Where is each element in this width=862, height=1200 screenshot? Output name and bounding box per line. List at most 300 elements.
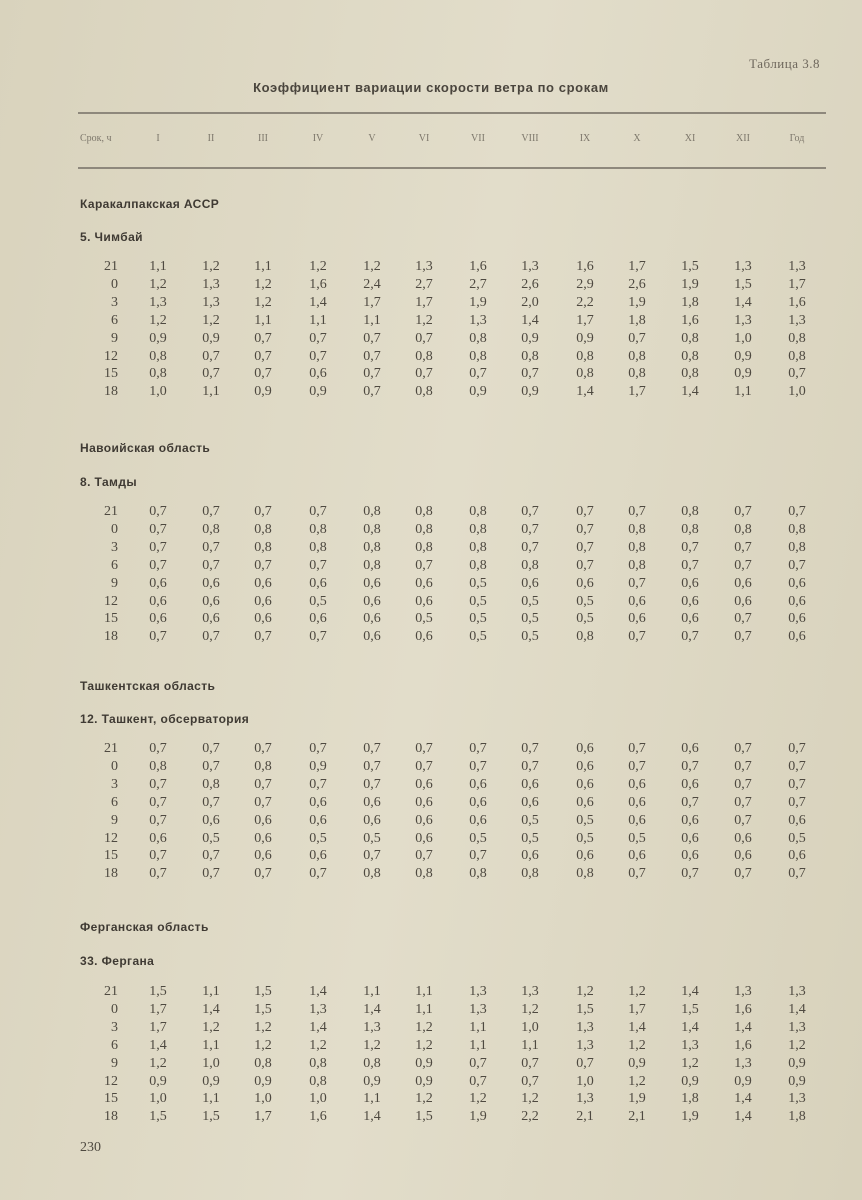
table-cell: 0,6 (254, 575, 272, 591)
table-cell: 0,6 (788, 593, 806, 609)
hour-label: 9 (111, 812, 118, 828)
table-row (0, 558, 862, 576)
table-cell: 1,3 (788, 984, 806, 999)
table-cell: 0,7 (734, 741, 752, 756)
table-cell: 0,8 (202, 521, 220, 537)
table-cell: 0,9 (734, 348, 752, 364)
table-cell: 0,7 (149, 741, 167, 756)
table-cell: 0,7 (521, 1073, 539, 1089)
table-cell: 0,5 (521, 830, 539, 846)
table-cell: 1,1 (415, 984, 433, 999)
table-cell: 1,3 (734, 259, 752, 274)
table-cell: 0,7 (788, 366, 806, 382)
table-cell: 0,6 (576, 794, 594, 810)
region-heading: Ташкентская область (80, 679, 216, 693)
table-cell: 0,6 (415, 812, 433, 828)
hour-label: 3 (111, 294, 118, 310)
hour-label: 12 (104, 593, 118, 609)
column-header: IX (579, 133, 591, 144)
column-header: XII (736, 133, 750, 144)
hour-label: 9 (111, 330, 118, 346)
table-cell: 0,8 (309, 1055, 327, 1071)
table-cell: 0,7 (363, 384, 381, 400)
table-cell: 2,2 (521, 1109, 539, 1125)
table-cell: 1,2 (469, 1091, 487, 1107)
column-header: Срок, ч (80, 133, 112, 144)
table-cell: 0,7 (202, 741, 220, 756)
table-cell: 0,8 (469, 866, 487, 882)
table-cell: 0,9 (576, 330, 594, 346)
table-cell: 1,0 (309, 1091, 327, 1107)
table-cell: 0,7 (734, 866, 752, 882)
table-cell: 0,9 (521, 384, 539, 400)
table-cell: 1,4 (681, 384, 699, 400)
table-cell: 1,3 (309, 1001, 327, 1017)
table-cell: 0,7 (254, 741, 272, 756)
table-cell: 0,8 (469, 539, 487, 555)
table-cell: 1,8 (628, 312, 646, 328)
table-cell: 0,8 (576, 866, 594, 882)
table-cell: 0,7 (254, 776, 272, 792)
table-cell: 0,7 (254, 348, 272, 364)
table-cell: 0,6 (363, 593, 381, 609)
header-top-rule (78, 112, 826, 114)
table-row (0, 831, 862, 849)
table-cell: 0,8 (628, 348, 646, 364)
table-cell: 0,9 (309, 384, 327, 400)
table-cell: 1,7 (628, 1001, 646, 1017)
table-cell: 0,8 (734, 521, 752, 537)
hour-label: 0 (111, 1001, 118, 1017)
table-cell: 0,7 (202, 866, 220, 882)
table-cell: 0,7 (415, 557, 433, 573)
table-cell: 0,8 (363, 557, 381, 573)
table-cell: 0,6 (628, 848, 646, 864)
column-header: VIII (521, 133, 539, 144)
table-cell: 0,7 (734, 776, 752, 792)
table-row (0, 741, 862, 759)
table-cell: 0,7 (363, 741, 381, 756)
table-cell: 0,6 (254, 611, 272, 627)
table-row (0, 866, 862, 884)
table-cell: 0,5 (309, 593, 327, 609)
table-cell: 0,6 (415, 593, 433, 609)
table-cell: 0,7 (628, 504, 646, 519)
table-row (0, 313, 862, 331)
table-cell: 0,7 (576, 1055, 594, 1071)
table-cell: 1,7 (415, 294, 433, 310)
table-cell: 0,7 (363, 366, 381, 382)
table-cell: 1,4 (628, 1019, 646, 1035)
table-cell: 2,2 (576, 294, 594, 310)
table-cell: 0,8 (363, 504, 381, 519)
hour-label: 6 (111, 557, 118, 573)
table-cell: 0,8 (681, 521, 699, 537)
table-cell: 2,9 (576, 276, 594, 292)
table-cell: 0,8 (788, 330, 806, 346)
table-cell: 0,9 (681, 1073, 699, 1089)
table-cell: 0,7 (628, 330, 646, 346)
table-cell: 1,2 (254, 294, 272, 310)
table-cell: 1,4 (681, 984, 699, 999)
table-cell: 0,6 (681, 575, 699, 591)
table-cell: 0,5 (576, 611, 594, 627)
table-cell: 0,8 (202, 776, 220, 792)
table-cell: 0,7 (521, 539, 539, 555)
table-cell: 1,1 (202, 984, 220, 999)
table-cell: 0,6 (415, 794, 433, 810)
table-cell: 1,1 (202, 384, 220, 400)
table-cell: 0,6 (628, 794, 646, 810)
table-cell: 0,7 (628, 629, 646, 645)
table-cell: 0,5 (309, 830, 327, 846)
table-cell: 0,6 (576, 741, 594, 756)
table-cell: 0,6 (254, 812, 272, 828)
table-cell: 0,5 (521, 629, 539, 645)
table-cell: 1,3 (788, 1019, 806, 1035)
station-heading: 12. Ташкент, обсерватория (80, 712, 250, 726)
table-cell: 1,1 (363, 984, 381, 999)
table-cell: 1,2 (309, 1037, 327, 1053)
table-cell: 2,1 (576, 1109, 594, 1125)
table-row (0, 1038, 862, 1056)
table-cell: 0,7 (202, 557, 220, 573)
table-cell: 0,7 (681, 794, 699, 810)
table-cell: 1,9 (628, 294, 646, 310)
table-cell: 0,6 (734, 593, 752, 609)
table-cell: 1,7 (363, 294, 381, 310)
table-cell: 0,6 (202, 593, 220, 609)
table-cell: 1,1 (363, 1091, 381, 1107)
table-cell: 0,7 (363, 330, 381, 346)
table-cell: 1,4 (734, 1019, 752, 1035)
table-cell: 0,8 (521, 866, 539, 882)
table-row (0, 984, 862, 1002)
table-cell: 0,7 (576, 539, 594, 555)
table-cell: 0,8 (415, 521, 433, 537)
table-cell: 1,2 (254, 1037, 272, 1053)
table-cell: 0,8 (681, 330, 699, 346)
table-cell: 0,6 (734, 848, 752, 864)
table-cell: 0,7 (628, 758, 646, 774)
table-cell: 0,7 (149, 629, 167, 645)
table-cell: 1,9 (681, 276, 699, 292)
table-cell: 1,5 (415, 1109, 433, 1125)
table-cell: 0,6 (309, 794, 327, 810)
table-row (0, 1109, 862, 1127)
table-cell: 0,7 (254, 504, 272, 519)
table-cell: 0,9 (415, 1073, 433, 1089)
table-cell: 0,6 (469, 812, 487, 828)
table-cell: 1,3 (469, 1001, 487, 1017)
table-cell: 1,3 (734, 1055, 752, 1071)
table-cell: 0,5 (469, 593, 487, 609)
table-cell: 0,6 (202, 575, 220, 591)
table-cell: 0,7 (681, 629, 699, 645)
table-cell: 1,1 (469, 1019, 487, 1035)
table-cell: 0,7 (363, 348, 381, 364)
table-cell: 0,8 (415, 384, 433, 400)
table-cell: 1,3 (149, 294, 167, 310)
table-cell: 0,6 (788, 611, 806, 627)
table-cell: 0,7 (628, 741, 646, 756)
table-row (0, 295, 862, 313)
hour-label: 6 (111, 1037, 118, 1053)
table-cell: 0,7 (202, 794, 220, 810)
table-cell: 0,5 (363, 830, 381, 846)
table-cell: 1,2 (521, 1091, 539, 1107)
hour-label: 18 (104, 1109, 118, 1125)
table-row (0, 366, 862, 384)
table-cell: 1,5 (202, 1109, 220, 1125)
table-cell: 0,5 (469, 629, 487, 645)
table-cell: 1,2 (681, 1055, 699, 1071)
table-cell: 1,4 (734, 1091, 752, 1107)
table-cell: 0,7 (521, 521, 539, 537)
table-cell: 0,7 (681, 758, 699, 774)
table-cell: 1,5 (681, 1001, 699, 1017)
table-cell: 0,8 (149, 366, 167, 382)
table-cell: 1,3 (576, 1091, 594, 1107)
column-header: IV (312, 133, 324, 144)
table-cell: 0,8 (681, 504, 699, 519)
table-cell: 0,7 (681, 866, 699, 882)
table-cell: 1,6 (309, 1109, 327, 1125)
table-cell: 1,0 (202, 1055, 220, 1071)
table-cell: 1,3 (202, 294, 220, 310)
table-cell: 0,8 (149, 348, 167, 364)
station-heading: 8. Тамды (80, 475, 137, 489)
table-row (0, 795, 862, 813)
table-cell: 0,7 (254, 330, 272, 346)
hour-label: 18 (104, 866, 118, 882)
column-header: III (258, 133, 268, 144)
table-cell: 0,7 (254, 629, 272, 645)
table-cell: 1,2 (309, 259, 327, 274)
table-cell: 0,7 (149, 521, 167, 537)
table-cell: 1,7 (149, 1019, 167, 1035)
table-cell: 0,7 (469, 741, 487, 756)
table-cell: 0,5 (628, 830, 646, 846)
table-cell: 0,6 (788, 812, 806, 828)
table-cell: 1,4 (681, 1019, 699, 1035)
column-header: X (633, 133, 641, 144)
table-cell: 1,0 (788, 384, 806, 400)
table-cell: 0,7 (254, 866, 272, 882)
table-cell: 0,6 (521, 575, 539, 591)
column-header: V (368, 133, 376, 144)
table-row (0, 522, 862, 540)
table-cell: 1,6 (734, 1001, 752, 1017)
hour-label: 18 (104, 384, 118, 400)
table-cell: 0,6 (734, 575, 752, 591)
table-cell: 0,9 (734, 366, 752, 382)
table-cell: 0,8 (254, 521, 272, 537)
hour-label: 21 (104, 741, 118, 756)
table-cell: 1,8 (681, 294, 699, 310)
table-cell: 1,5 (254, 1001, 272, 1017)
table-cell: 1,0 (734, 330, 752, 346)
table-row (0, 331, 862, 349)
station-heading: 5. Чимбай (80, 230, 143, 244)
hour-label: 6 (111, 794, 118, 810)
table-cell: 0,8 (628, 366, 646, 382)
table-cell: 0,5 (576, 830, 594, 846)
table-cell: 0,6 (681, 812, 699, 828)
table-cell: 1,2 (149, 312, 167, 328)
table-cell: 0,7 (734, 758, 752, 774)
table-cell: 0,7 (681, 557, 699, 573)
table-cell: 1,0 (521, 1019, 539, 1035)
table-cell: 0,8 (363, 1055, 381, 1071)
table-cell: 0,6 (309, 812, 327, 828)
table-cell: 1,1 (254, 312, 272, 328)
table-cell: 0,7 (469, 366, 487, 382)
table-cell: 0,7 (309, 330, 327, 346)
table-cell: 1,4 (309, 1019, 327, 1035)
table-cell: 1,1 (254, 259, 272, 274)
table-cell: 1,9 (681, 1109, 699, 1125)
table-cell: 0,7 (363, 776, 381, 792)
table-cell: 0,8 (576, 348, 594, 364)
table-cell: 1,7 (149, 1001, 167, 1017)
table-cell: 1,1 (309, 312, 327, 328)
table-cell: 0,7 (254, 794, 272, 810)
table-cell: 0,6 (415, 776, 433, 792)
table-cell: 1,3 (521, 259, 539, 274)
hour-label: 3 (111, 539, 118, 555)
table-cell: 0,9 (202, 330, 220, 346)
table-cell: 0,7 (576, 521, 594, 537)
table-cell: 0,7 (521, 1055, 539, 1071)
table-cell: 0,6 (309, 366, 327, 382)
table-cell: 0,7 (202, 848, 220, 864)
table-cell: 1,2 (254, 276, 272, 292)
table-cell: 1,7 (788, 276, 806, 292)
table-cell: 0,8 (681, 366, 699, 382)
table-cell: 1,3 (363, 1019, 381, 1035)
table-cell: 0,7 (309, 741, 327, 756)
table-cell: 0,7 (149, 794, 167, 810)
table-cell: 1,7 (628, 384, 646, 400)
table-cell: 0,5 (469, 575, 487, 591)
table-cell: 1,3 (521, 984, 539, 999)
hour-label: 6 (111, 312, 118, 328)
table-cell: 1,5 (734, 276, 752, 292)
table-cell: 0,6 (681, 741, 699, 756)
table-cell: 0,9 (788, 1073, 806, 1089)
table-cell: 0,6 (576, 848, 594, 864)
table-cell: 1,2 (415, 1019, 433, 1035)
table-cell: 1,6 (309, 276, 327, 292)
table-cell: 1,5 (681, 259, 699, 274)
hour-label: 0 (111, 276, 118, 292)
table-cell: 1,8 (681, 1091, 699, 1107)
table-cell: 0,7 (469, 848, 487, 864)
table-cell: 0,6 (628, 776, 646, 792)
table-title: Коэффициент вариации скорости ветра по срокам (253, 80, 609, 95)
column-header: I (156, 133, 160, 144)
table-cell: 1,0 (576, 1073, 594, 1089)
table-cell: 0,6 (469, 794, 487, 810)
table-cell: 0,7 (788, 741, 806, 756)
hour-label: 15 (104, 611, 118, 627)
table-cell: 0,9 (309, 758, 327, 774)
table-cell: 2,7 (415, 276, 433, 292)
table-cell: 1,2 (202, 259, 220, 274)
table-cell: 1,7 (254, 1109, 272, 1125)
table-cell: 0,8 (254, 1055, 272, 1071)
table-cell: 0,7 (734, 812, 752, 828)
table-cell: 0,8 (788, 539, 806, 555)
table-cell: 0,6 (788, 575, 806, 591)
table-cell: 1,2 (149, 276, 167, 292)
hour-label: 12 (104, 830, 118, 846)
table-cell: 0,7 (202, 629, 220, 645)
table-cell: 0,6 (628, 611, 646, 627)
table-cell: 0,8 (309, 1073, 327, 1089)
table-cell: 0,7 (415, 366, 433, 382)
table-cell: 0,7 (415, 848, 433, 864)
table-cell: 0,6 (309, 575, 327, 591)
table-cell: 0,6 (628, 812, 646, 828)
table-row (0, 576, 862, 594)
column-header: VII (471, 133, 485, 144)
table-cell: 1,3 (681, 1037, 699, 1053)
table-cell: 0,7 (309, 348, 327, 364)
station-heading: 33. Фергана (80, 954, 155, 968)
table-cell: 0,8 (576, 629, 594, 645)
table-cell: 0,8 (469, 521, 487, 537)
table-cell: 0,5 (469, 611, 487, 627)
table-cell: 1,2 (415, 312, 433, 328)
table-cell: 0,7 (734, 504, 752, 519)
table-cell: 0,6 (254, 830, 272, 846)
table-row (0, 1002, 862, 1020)
table-cell: 0,9 (254, 384, 272, 400)
table-cell: 1,3 (788, 259, 806, 274)
table-cell: 0,8 (628, 521, 646, 537)
table-cell: 0,7 (734, 794, 752, 810)
table-cell: 0,7 (309, 866, 327, 882)
table-cell: 0,7 (309, 504, 327, 519)
table-cell: 0,9 (415, 1055, 433, 1071)
table-cell: 1,3 (469, 312, 487, 328)
table-cell: 1,3 (576, 1019, 594, 1035)
table-cell: 0,7 (734, 611, 752, 627)
region-heading: Каракалпакская АССР (80, 197, 220, 211)
table-cell: 2,1 (628, 1109, 646, 1125)
hour-label: 12 (104, 1073, 118, 1089)
table-cell: 0,6 (363, 629, 381, 645)
table-cell: 1,5 (254, 984, 272, 999)
table-cell: 2,6 (628, 276, 646, 292)
table-cell: 1,6 (469, 259, 487, 274)
table-cell: 1,2 (363, 259, 381, 274)
table-cell: 0,7 (734, 557, 752, 573)
table-cell: 0,6 (254, 593, 272, 609)
table-cell: 0,7 (521, 504, 539, 519)
table-cell: 0,7 (788, 794, 806, 810)
table-cell: 1,9 (469, 294, 487, 310)
table-cell: 1,2 (628, 984, 646, 999)
table-row (0, 848, 862, 866)
table-row (0, 1056, 862, 1074)
table-cell: 1,2 (149, 1055, 167, 1071)
table-cell: 0,6 (149, 611, 167, 627)
table-cell: 0,8 (363, 539, 381, 555)
hour-label: 9 (111, 1055, 118, 1071)
